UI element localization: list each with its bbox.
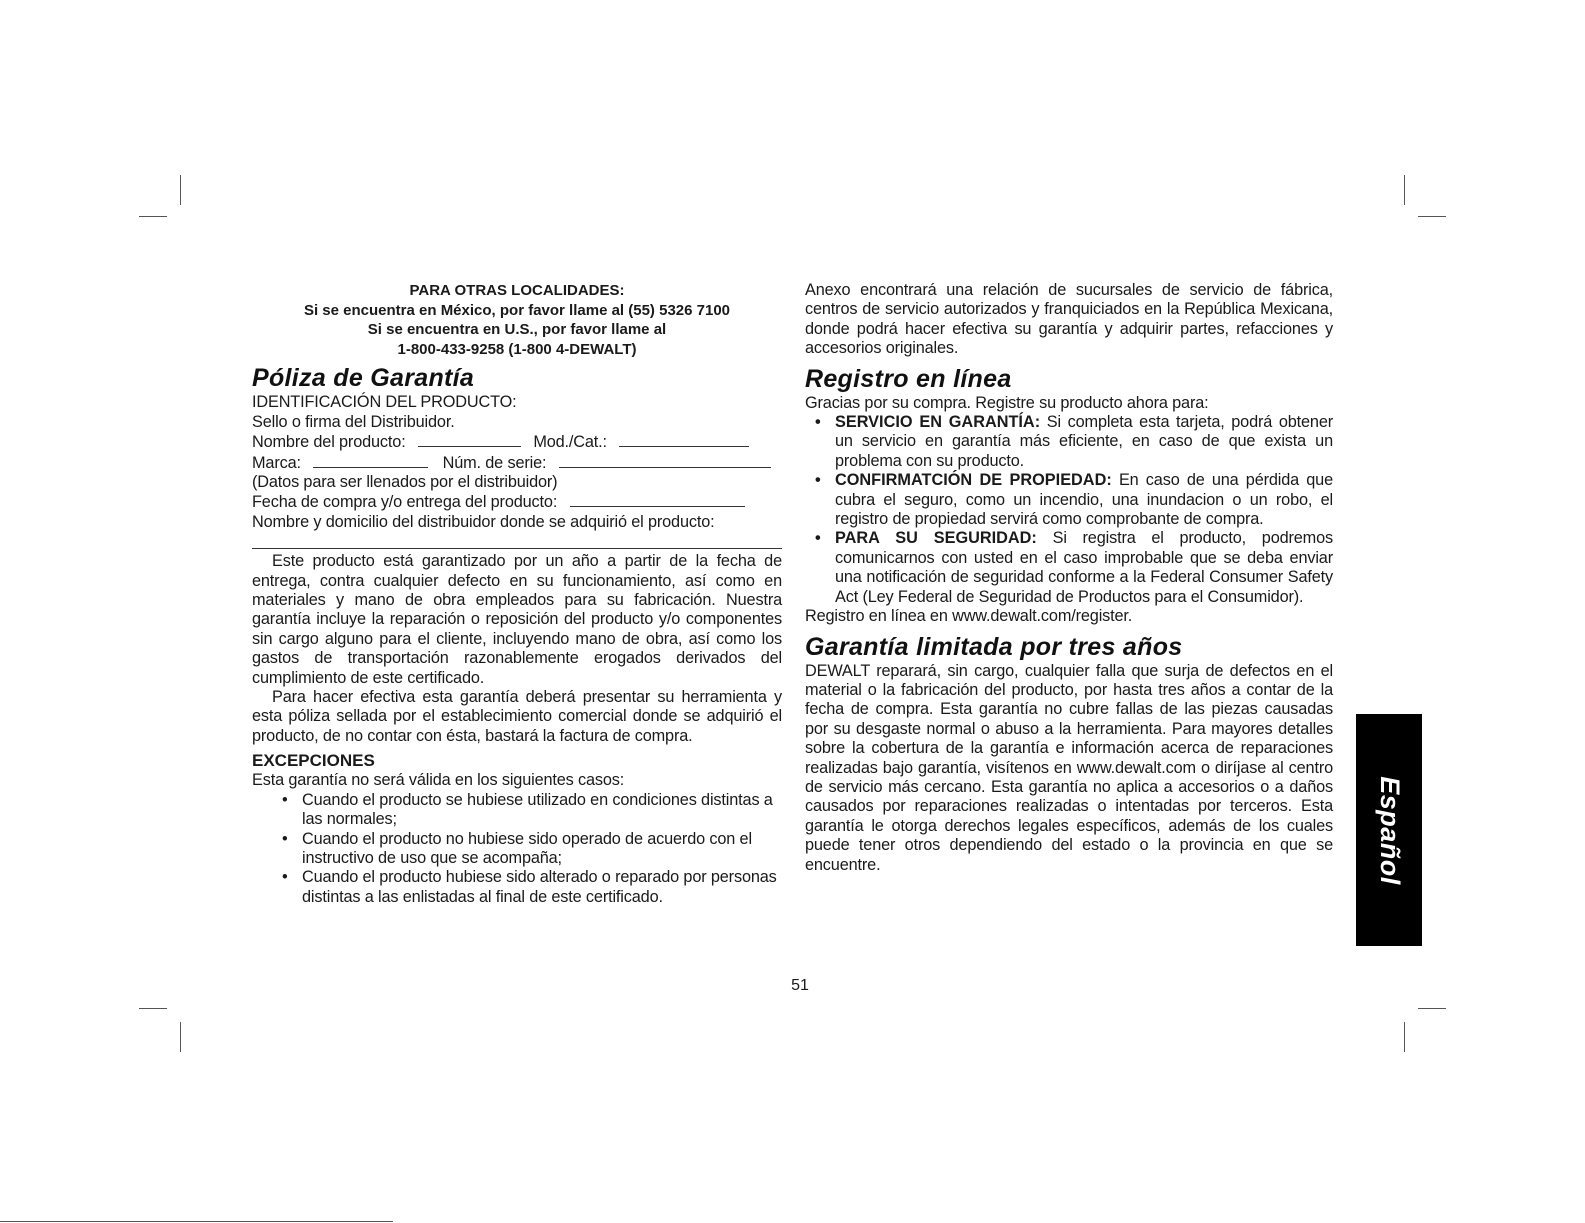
list-item [805,471,1333,529]
brand-field[interactable] [313,453,428,468]
exceptions-intro: Esta garantía no será válida en los siguientes casos: [252,771,625,790]
limited-warranty-paragraph: DEWALT reparará, sin cargo, cualquier falla que surja de defectos en el material o la fabricación del producto, por hasta tres años a contar de la fecha de compra. Esta garantía no cubre fallas de las piezas causadas por su desgaste normal o abuso a la herramienta. Para mayores detalles sobre la cobertura de la garantía e información acerca de reparaciones realizadas bajo garantía, visítenos en www.dewalt.com o diríjase al centro de servicio más cercano. Esta garantía no aplica a accesorios o a daños causados por reparaciones realizadas o intentadas por terceros. Esta garantía le otorga derechos legales específicos, además de los cuales puede tener otros dependiendo del estado o la provincia en que se encuentre. [805,661,1333,874]
contact-line: 1-800-433-9258 (1-800 4-DEWALT) [397,340,637,358]
contact-line: Si se encuentra en México, por favor llame al (55) 5326 7100 [303,301,731,319]
crop-mark [180,175,181,205]
list-item [805,529,1333,607]
list-item: • Cuando el producto se hubiese utilizado en condiciones distintas a las normales; [252,791,782,830]
benefit-label: PARA SU SEGURIDAD: [835,529,1037,548]
exceptions-list [252,791,782,907]
right-column [805,281,1333,875]
limited-warranty-title: Garantía limitada por tres años [805,632,1183,661]
id-label: IDENTIFICACIÓN DEL PRODUCTO: [252,393,517,412]
purchase-date-row [252,492,782,512]
language-tab [1356,714,1422,946]
benefits-list [805,413,1333,607]
benefit-text: Si completa esta tarjeta, podrá obtener un servicio en garantía más eficiente, en caso de que exista un problema con su producto. [835,413,1333,470]
brand-serial-row [252,453,782,473]
purchase-date-field[interactable] [570,492,745,507]
list-item: • Cuando el producto hubiese sido alterado o reparado por personas distintas a las enlistadas al final de este certificado. [252,868,782,907]
warranty-title: Póliza de Garantía [252,364,475,393]
benefit-label: SERVICIO EN GARANTÍA: [835,413,1041,432]
benefit-text: En caso de una pérdida que cubra el seguro, como un incendio, una inundacion o un robo, el registro de propiedad servirá como comprobante de compra. [835,471,1333,529]
seal-label: Sello o firma del Distribuidor. [252,412,455,431]
crop-mark [1418,216,1446,217]
product-model-row [252,432,782,452]
registration-title: Registro en línea [805,364,1012,393]
crop-mark [180,1022,181,1052]
list-item [805,413,1333,471]
annex-paragraph: Anexo encontrará una relación de sucursales de servicio de fábrica, centros de servicio autorizados y franquiciados en la República Mexicana, donde podrá hacer efectiva su garantía y adquirir partes, refacciones y accesorios originales. [805,281,1333,358]
purchase-date-label: Fecha de compra y/o entrega del producto: [252,493,558,512]
crop-mark [1404,1022,1405,1052]
product-name-field[interactable] [418,432,521,447]
exceptions-title: EXCEPCIONES [252,751,375,771]
product-name-label: Nombre del producto: [252,433,406,452]
distributor-field[interactable] [252,534,782,549]
serial-label: Núm. de serie: [442,453,547,472]
distributor-label: Nombre y domicilio del distribuidor donde se adquirió el producto: [252,512,715,531]
crop-mark [139,216,167,217]
list-item: • Cuando el producto no hubiese sido operado de acuerdo con el instructivo de uso que se acompaña; [252,830,782,869]
crop-mark [1418,1008,1446,1009]
crop-mark [139,1008,167,1009]
warranty-paragraph: Este producto está garantizado por un año a partir de la fecha de entrega, contra cualquier defecto en su funcionamiento, así como en materiales y mano de obra empleados para su fabricación. Nuestra garantía incluye la reparación o reposición del producto y/o componentes sin cargo alguno para el cliente, incluyendo mano de obra, así como los gastos de transportación razonablemente erogados derivados del cumplimiento de este certificado. [252,552,782,687]
warranty-paragraph: Para hacer efectiva esta garantía deberá presentar su herramienta y esta póliza sellada por el establecimiento comercial donde se adquirió el producto, de no contar con ésta, bastará la factura de compra. [252,688,782,745]
model-field[interactable] [619,432,749,447]
contact-block [252,281,782,359]
page-number: 51 [791,977,809,994]
left-column [252,281,782,907]
benefit-text: Si registra el producto, podremos comunicarnos con usted en el caso improbable que se deba enviar una notificación de seguridad conforme a la Federal Consumer Safety Act (Ley Federal de Seguridad de Productos para el Consumidor). [835,529,1333,606]
contact-line: PARA OTRAS LOCALIDADES: [409,282,625,299]
language-tab-label: Español [1374,775,1405,885]
registration-intro: Gracias por su compra. Registre su producto ahora para: [805,393,1209,412]
model-label: Mod./Cat.: [533,433,607,452]
brand-label: Marca: [252,453,301,472]
crop-mark [1404,175,1405,205]
serial-field[interactable] [559,453,771,468]
contact-line: Si se encuentra en U.S., por favor llame al [367,321,667,339]
filled-by-note: (Datos para ser llenados por el distribuidor) [252,473,558,491]
bottom-rule [0,1221,393,1222]
benefit-label: CONFIRMATCIÓN DE PROPIEDAD: [835,471,1112,490]
registration-url-line: Registro en línea en www.dewalt.com/register. [805,607,1133,626]
